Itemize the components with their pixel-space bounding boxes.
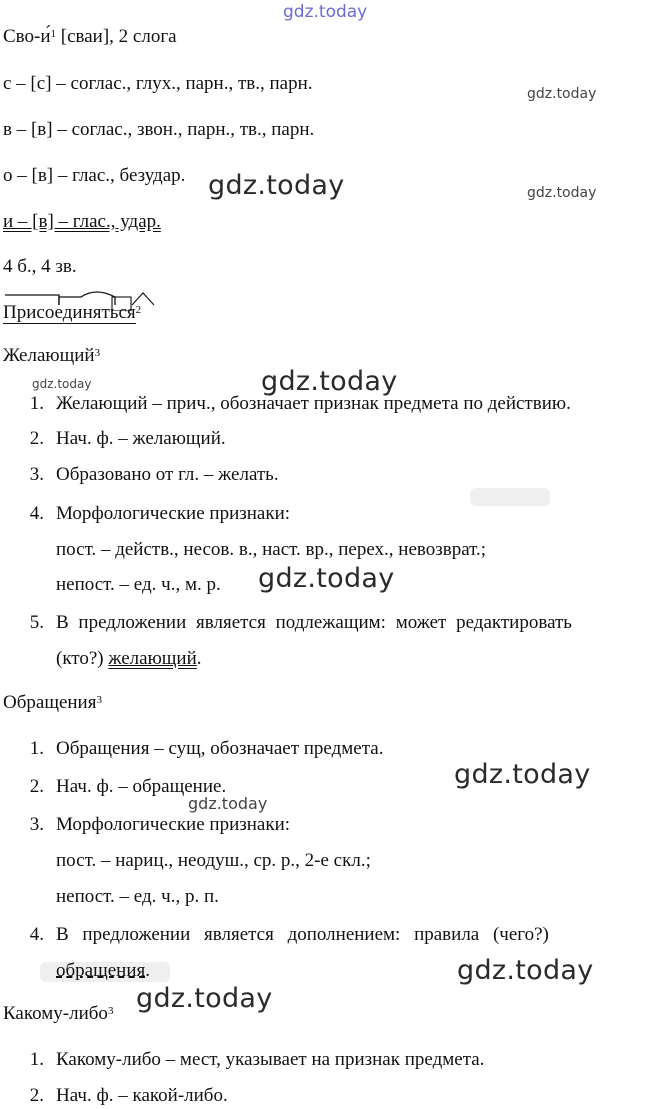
list-item: Желающий – прич., обозначает признак предмета по действию. [56, 393, 571, 414]
subject-word: желающий [108, 648, 197, 669]
watermark-text: gdz.today [527, 185, 597, 201]
watermark-text: gdz.today [258, 563, 395, 594]
object-word: обращения [56, 960, 146, 981]
phonetic-line: о – [в] – глас., безудар. [3, 165, 186, 186]
scan-smudge [470, 488, 550, 506]
watermark-text: gdz.today [32, 377, 92, 391]
list-number: 1. [29, 1049, 44, 1070]
footnote-mark: 2 [135, 304, 142, 316]
watermark-text: gdz.today [208, 170, 345, 201]
watermark-text: gdz.today [136, 983, 273, 1014]
phonetic-line: и – [в] – глас., удар. [3, 211, 161, 232]
word-syllables [3, 26, 177, 48]
footnote-mark: 3 [94, 347, 101, 359]
list-number: 2. [29, 428, 44, 449]
list-number: 3. [29, 814, 44, 835]
constant-features: пост. – нариц., неодуш., ср. р., 2-е скл.; [56, 850, 371, 871]
section-heading: Какому-либо$^3$ [3, 1003, 114, 1024]
watermark-text: gdz.today [283, 2, 368, 22]
list-number: 3. [29, 464, 44, 485]
list-number: 1. [29, 738, 44, 759]
list-item: В предложении является дополнением: правила (чего?) [56, 924, 549, 945]
list-item: Морфологические признаки: [56, 503, 291, 524]
list-item: Нач. ф. – желающий. [56, 428, 226, 449]
footnote-mark: 1 [50, 28, 57, 40]
watermark-text: gdz.today [527, 86, 597, 102]
watermark-text: gdz.today [457, 955, 594, 986]
transcription: [сваи], 2 слога [56, 26, 177, 47]
watermark-text: gdz.today [454, 759, 591, 790]
list-item: Образовано от гл. – желать. [56, 464, 279, 485]
list-item: Какому-либо – мест, указывает на признак предмета. [56, 1049, 485, 1070]
variable-features: непост. – ед. ч., р. п. [56, 886, 219, 907]
list-item-continuation: обращения. [56, 960, 150, 981]
morpheme-marks [3, 285, 163, 311]
phonetic-line: с – [с] – соглас., глух., парн., тв., парн. [3, 73, 313, 94]
list-number: 1. [29, 393, 44, 414]
phonetic-total: 4 б., 4 зв. [3, 256, 77, 277]
section-heading: Обращения$^3$ [3, 692, 102, 713]
list-number: 4. [29, 503, 44, 524]
list-item: Нач. ф. – обращение. [56, 776, 227, 797]
constant-features: пост. – действ., несов. в., наст. вр., перех., невозврат.; [56, 539, 487, 560]
list-item: Обращения – сущ, обозначает предмета. [56, 738, 384, 759]
list-item: Нач. ф. – какой-либо. [56, 1085, 228, 1106]
phonetic-line: в – [в] – соглас., звон., парн., тв., парн. [3, 119, 315, 140]
morphemic-word-text: Присоединяться [3, 302, 136, 323]
word: Сво-и́ [3, 26, 51, 47]
list-number: 2. [29, 776, 44, 797]
footnote-mark: 3 [96, 694, 102, 706]
watermark-text: gdz.today [188, 794, 268, 813]
list-item: В предложении является подлежащим: может редактировать [56, 612, 572, 633]
list-item: Морфологические признаки: [56, 814, 291, 835]
watermark-text: gdz.today [261, 366, 398, 397]
section-heading: Желающий$^3$ [3, 345, 101, 366]
list-number: 4. [29, 924, 44, 945]
variable-features: непост. – ед. ч., м. р. [56, 574, 221, 595]
footnote-mark: 3 [107, 1005, 114, 1017]
list-item-continuation: (кто?) желающий. [56, 648, 202, 669]
list-number: 5. [29, 612, 44, 633]
list-number: 2. [29, 1085, 44, 1106]
